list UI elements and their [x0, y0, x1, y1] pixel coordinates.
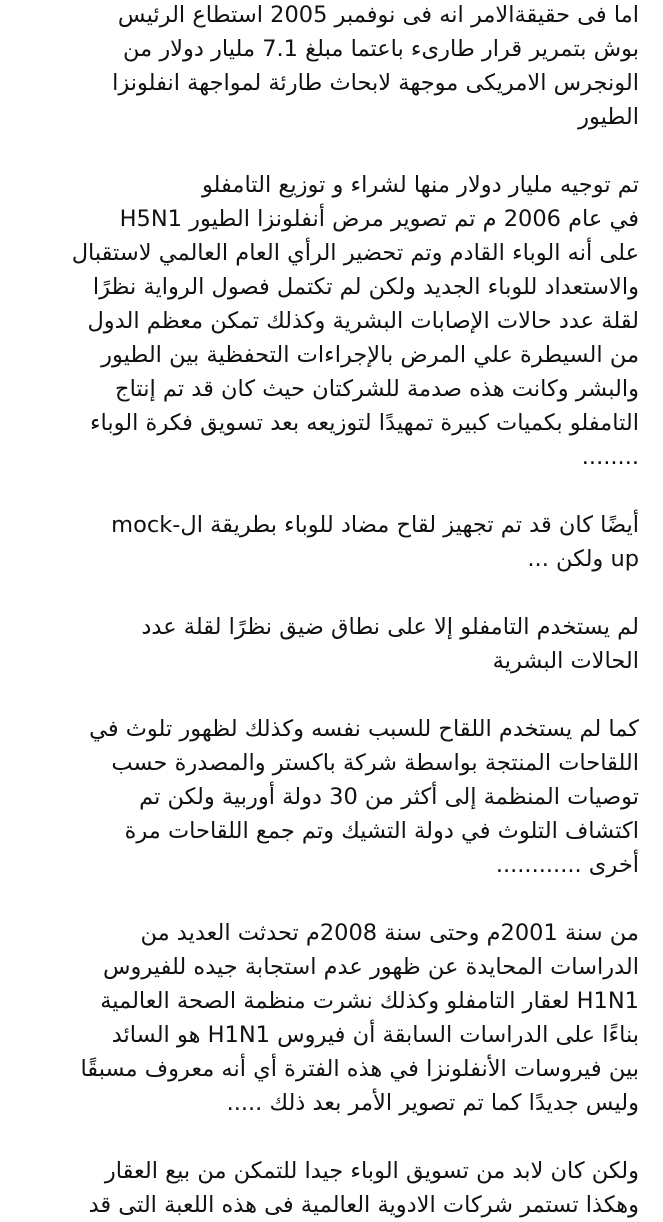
paragraph-contamination	[26, 712, 639, 882]
paragraph-tamiflu-h5n1	[26, 168, 639, 474]
text-line: ........	[581, 444, 639, 470]
text-line: التامفلو بكميات كبيرة تمهيدًا لتوزيعه بعد تسويق فكرة الوباء	[89, 410, 639, 436]
text-line: والبشر وكانت هذه صدمة للشركتان حيث كان قد تم إنتاج	[115, 376, 639, 402]
text-line: لم يستخدم التامفلو إلا على نطاق ضيق نظرًا لقلة عدد	[141, 614, 639, 640]
text-line: الطيور	[578, 104, 639, 130]
text-line: الحالات البشرية	[492, 648, 639, 674]
text-line: من السيطرة علي المرض بالإجراءات التحفظية بين الطيور	[101, 342, 639, 368]
text-line: H1N1 لعقار التامفلو وكذلك نشرت منظمة الصحة العالمية	[100, 988, 639, 1014]
text-line: بناءًا على الدراسات السابقة أن فيروس H1N1 هو السائد	[111, 1022, 639, 1048]
text-line: والاستعداد للوباء الجديد ولكن لم تكتمل فصول الرواية نظرًا	[92, 274, 639, 300]
text-line: اللقاحات المنتجة بواسطة شركة باكستر والمصدرة حسب	[111, 750, 639, 776]
text-line: في عام 2006 م تم تصوير مرض أنفلونزا الطيور H5N1	[119, 206, 639, 232]
text-line: بين فيروسات الأنفلونزا في هذه الفترة أي أنه معروف مسبقًا	[80, 1056, 639, 1082]
text-line: توصيات المنظمة إلى أكثر من 30 دولة أوربية ولكن تم	[139, 784, 639, 810]
text-line: كما لم يستخدم اللقاح للسبب نفسه وكذلك لظهور تلوث في	[89, 716, 639, 742]
text-line: أيضًا كان قد تم تجهيز لقاح مضاد للوباء بطريقة ال-mock	[111, 512, 639, 538]
paragraph-limited-use	[26, 610, 639, 678]
text-line: وهكذا تستمر شركات الادوية العالمية فى هذه اللعبة التى قد	[88, 1192, 639, 1218]
text-line: على أنه الوباء القادم وتم تحضير الرأي العام العالمي لاستقبال	[71, 240, 639, 266]
text-line: اكتشاف التلوث في دولة التشيك وتم جمع اللقاحات مرة	[124, 818, 639, 844]
text-line: الونجرس الامريكى موجهة لابحاث طارئة لمواجهة انفلونزا	[112, 70, 639, 96]
text-line: أخرى ............	[495, 852, 639, 878]
text-line: لقلة عدد حالات الإصابات البشرية وكذلك تمكن معظم الدول	[87, 308, 639, 334]
text-line: اما فى حقيقةالامر انه فى نوفمبر 2005 استطاع الرئيس	[117, 2, 639, 28]
text-line: الدراسات المحايدة عن ظهور عدم استجابة جيده للفيروس	[103, 954, 639, 980]
paragraph-h1n1-studies	[26, 916, 639, 1120]
text-line: ولكن كان لابد من تسويق الوباء جيدا للتمكن من بيع العقار	[104, 1158, 639, 1184]
text-line: تم توجيه مليار دولار منها لشراء و توزيع التامفلو	[201, 172, 639, 198]
text-line: up ولكن ...	[527, 546, 639, 572]
paragraph-mockup-vaccine	[26, 508, 639, 576]
text-line: من سنة 2001م وحتى سنة 2008م تحدثت العديد من	[140, 920, 639, 946]
text-line: بوش بتمرير قرار طارىء باعتما مبلغ 7.1 مليار دولار من	[122, 36, 639, 62]
text-line: وليس جديدًا كما تم تصوير الأمر بعد ذلك .....	[226, 1090, 639, 1116]
paragraph-marketing	[26, 1154, 639, 1222]
paragraph-2005-bush-funding	[26, 0, 639, 134]
